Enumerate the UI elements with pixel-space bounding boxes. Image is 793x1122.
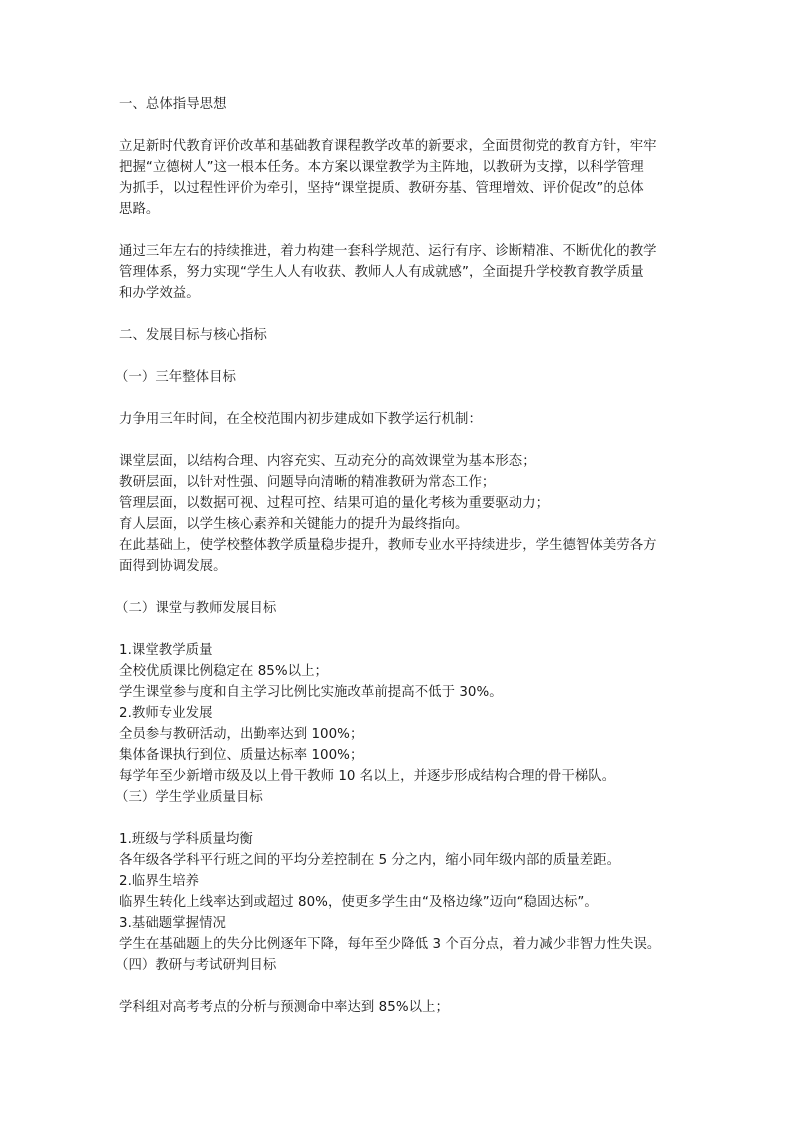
class-balance-group xyxy=(119,829,679,871)
paragraph-three-year-push xyxy=(119,241,679,304)
paragraph-line: 思路。 xyxy=(119,202,160,217)
paragraph-line: 把握“立德树人”这一根本任务。本方案以课堂教学为主阵地，以教研为支撑，以科学管理 xyxy=(119,160,644,175)
spacer xyxy=(119,115,679,136)
spacer xyxy=(119,388,679,409)
subsection-heading-research-exam: （四）教研与考试研判目标 xyxy=(115,958,277,973)
list-item: 每学年至少新增市级及以上骨干教师 10 名以上，并逐步形成结构合理的骨干梯队。 xyxy=(119,769,616,784)
section-heading-guiding-ideology: 一、总体指导思想 xyxy=(119,97,227,112)
paragraph-line: 为抓手，以过程性评价为牵引，坚持“课堂提质、教研夯基、管理增效、评价促改”的总体 xyxy=(119,181,644,196)
section-heading-goals: 二、发展目标与核心指标 xyxy=(119,328,267,343)
intro-line: 力争用三年时间，在全校范围内初步建成如下教学运行机制： xyxy=(119,412,482,427)
basic-questions-group xyxy=(119,913,679,955)
list-item: 各年级各学科平行班之间的平均分差控制在 5 分之内，缩小同年级内部的质量差距。 xyxy=(119,853,621,868)
list-item: 临界生转化上线率达到或超过 80%，使更多学生由“及格边缘”迈向“稳固达标”。 xyxy=(119,895,598,910)
subsection-heading-overall-goal: （一）三年整体目标 xyxy=(115,370,236,385)
paragraph-guiding-ideology xyxy=(119,136,679,220)
spacer xyxy=(119,220,679,241)
list-item: 学生课堂参与度和自主学习比例比实施改革前提高不低于 30%。 xyxy=(119,685,503,700)
list-item: 集体备课执行到位、质量达标率 100%； xyxy=(119,748,364,763)
subsection-heading-student-quality: （三）学生学业质量目标 xyxy=(115,790,263,805)
mechanism-list xyxy=(119,451,679,577)
list-item: 教研层面，以针对性强、问题导向清晰的精准教研为常态工作； xyxy=(119,475,496,490)
paragraph-line: 立足新时代教育评价改革和基础教育课程教学改革的新要求，全面贯彻党的教育方针，牢牢 xyxy=(119,139,657,154)
list-item: 学生在基础题上的失分比例逐年下降，每年至少降低 3 个百分点，着力减少非智力性失误。 xyxy=(119,937,661,952)
spacer xyxy=(119,577,679,598)
paragraph-line: 和办学效益。 xyxy=(119,286,200,301)
borderline-student-group xyxy=(119,871,679,913)
group-title: 1.班级与学科质量均衡 xyxy=(119,832,253,847)
classroom-quality-group xyxy=(119,640,679,703)
subsection-heading-classroom-teacher: （二）课堂与教师发展目标 xyxy=(115,601,277,616)
spacer xyxy=(119,346,679,367)
spacer xyxy=(119,808,679,829)
group-title: 2.教师专业发展 xyxy=(119,706,213,721)
paragraph-line: 管理体系，努力实现“学生人人有收获、教师人人有成就感”，全面提升学校教育教学质量 xyxy=(119,265,644,280)
spacer xyxy=(119,976,679,997)
list-item: 管理层面，以数据可视、过程可控、结果可追的量化考核为重要驱动力； xyxy=(119,496,550,511)
list-item: 全员参与教研活动，出勤率达到 100%； xyxy=(119,727,364,742)
spacer xyxy=(119,619,679,640)
list-item: 育人层面，以学生核心素养和关键能力的提升为最终指向。 xyxy=(119,517,469,532)
list-item: 课堂层面，以结构合理、内容充实、互动充分的高效课堂为基本形态； xyxy=(119,454,536,469)
group-title: 3.基础题掌握情况 xyxy=(119,916,226,931)
paragraph-line: 面得到协调发展。 xyxy=(119,559,227,574)
spacer xyxy=(119,430,679,451)
list-item: 学科组对高考考点的分析与预测命中率达到 85%以上； xyxy=(119,1000,449,1015)
spacer xyxy=(119,304,679,325)
paragraph-line: 通过三年左右的持续推进，着力构建一套科学规范、运行有序、诊断精准、不断优化的教学 xyxy=(119,244,657,259)
document-page xyxy=(115,94,679,1018)
group-title: 1.课堂教学质量 xyxy=(119,643,213,658)
teacher-development-group xyxy=(119,703,679,787)
paragraph-line: 在此基础上，使学校整体教学质量稳步提升，教师专业水平持续进步，学生德智体美劳各方 xyxy=(119,538,657,553)
group-title: 2.临界生培养 xyxy=(119,874,200,889)
list-item: 全校优质课比例稳定在 85%以上； xyxy=(119,664,328,679)
